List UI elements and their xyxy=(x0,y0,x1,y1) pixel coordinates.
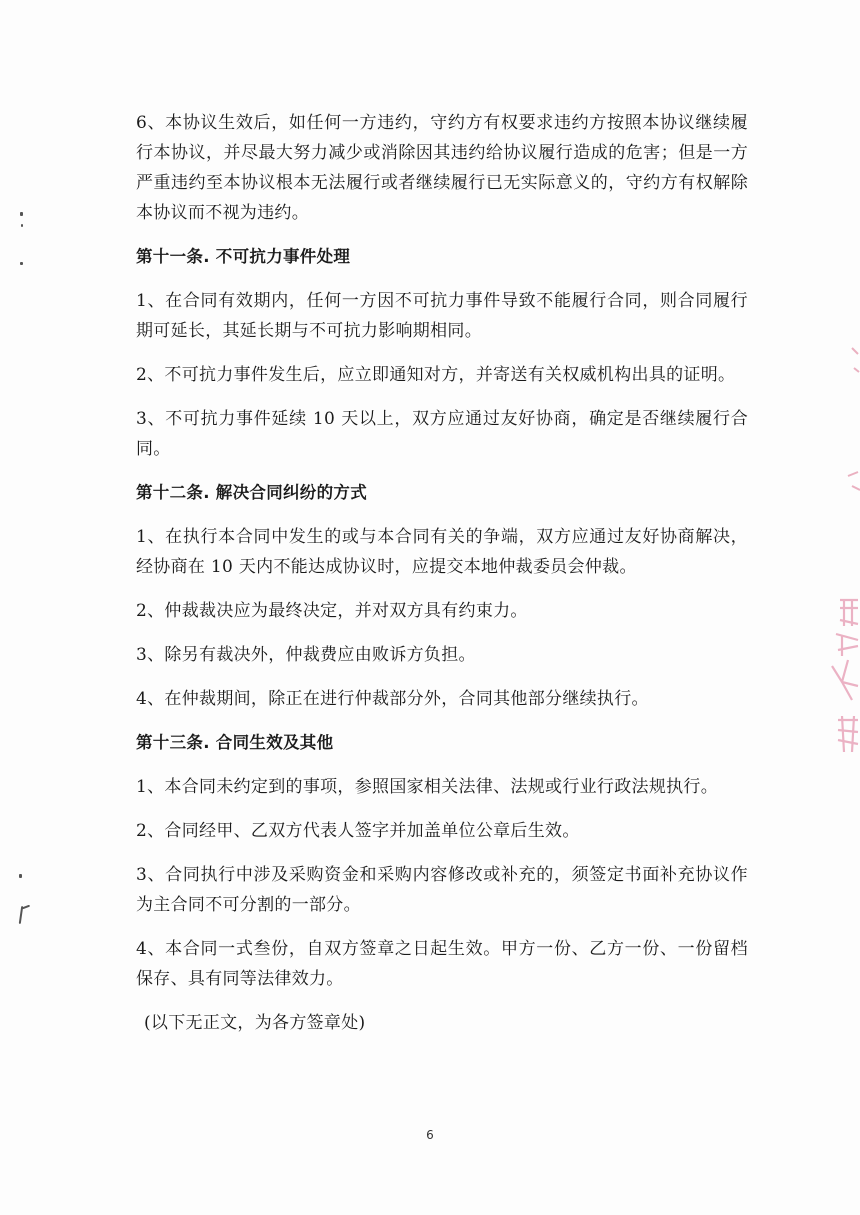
scan-speck xyxy=(20,262,23,265)
paragraph-11-1: 1、在合同有效期内，任何一方因不可抗力事件导致不能履行合同，则合同履行期可延长，其延长期与不可抗力影响期相同。 xyxy=(136,291,748,341)
paragraph-13-1: 1、本合同未约定到的事项，参照国家相关法律、法规或行业行政法规执行。 xyxy=(136,777,719,797)
scan-speck xyxy=(22,905,30,910)
section-heading-article-12: 第十二条. 解决合同纠纷的方式 xyxy=(136,483,368,502)
seal-stamp-fragment xyxy=(818,462,860,502)
closing-note: (以下无正文，为各方签章处) xyxy=(144,1013,366,1033)
scan-speck xyxy=(21,224,23,227)
scan-speck xyxy=(19,874,22,878)
seal-stamp-fragment xyxy=(818,590,860,770)
paragraph-13-3: 3、合同执行中涉及采购资金和采购内容修改或补充的，须签定书面补充协议作为主合同不可分割的一部分。 xyxy=(136,865,748,915)
paragraph-6-breach: 6、本协议生效后，如任何一方违约，守约方有权要求违约方按照本协议继续履行本协议，并尽最大努力减少或消除因其违约给协议履行造成的危害；但是一方严重违约至本协议根本无法履行或者继续履行已无实际意义的，守约方有权解除本协议而不视为违约。 xyxy=(136,113,748,223)
document-body xyxy=(136,108,748,1038)
page-number: 6 xyxy=(426,1128,434,1142)
paragraph-13-2: 2、合同经甲、乙双方代表人签字并加盖单位公章后生效。 xyxy=(136,821,580,841)
paragraph-11-2: 2、不可抗力事件发生后，应立即通知对方，并寄送有关权威机构出具的证明。 xyxy=(136,365,736,385)
paragraph-12-4: 4、在仲裁期间，除正在进行仲裁部分外，合同其他部分继续执行。 xyxy=(136,689,649,709)
section-heading-article-13: 第十三条. 合同生效及其他 xyxy=(136,733,334,752)
paragraph-12-3: 3、除另有裁决外，仲裁费应由败诉方负担。 xyxy=(136,645,476,665)
paragraph-13-4: 4、本合同一式叁份，自双方签章之日起生效。甲方一份、乙方一份、一份留档保存、具有同等法律效力。 xyxy=(136,939,748,989)
paragraph-11-3: 3、不可抗力事件延续 10 天以上，双方应通过友好协商，确定是否继续履行合同。 xyxy=(136,409,748,459)
seal-stamp-fragment xyxy=(818,342,860,392)
section-heading-article-11: 第十一条. 不可抗力事件处理 xyxy=(136,247,351,266)
paragraph-12-2: 2、仲裁裁决应为最终决定，并对双方具有约束力。 xyxy=(136,601,528,621)
paragraph-12-1: 1、在执行本合同中发生的或与本合同有关的争端，双方应通过友好协商解决，经协商在 10 天内不能达成协议时，应提交本地仲裁委员会仲裁。 xyxy=(136,527,748,577)
scan-speck xyxy=(20,212,23,216)
